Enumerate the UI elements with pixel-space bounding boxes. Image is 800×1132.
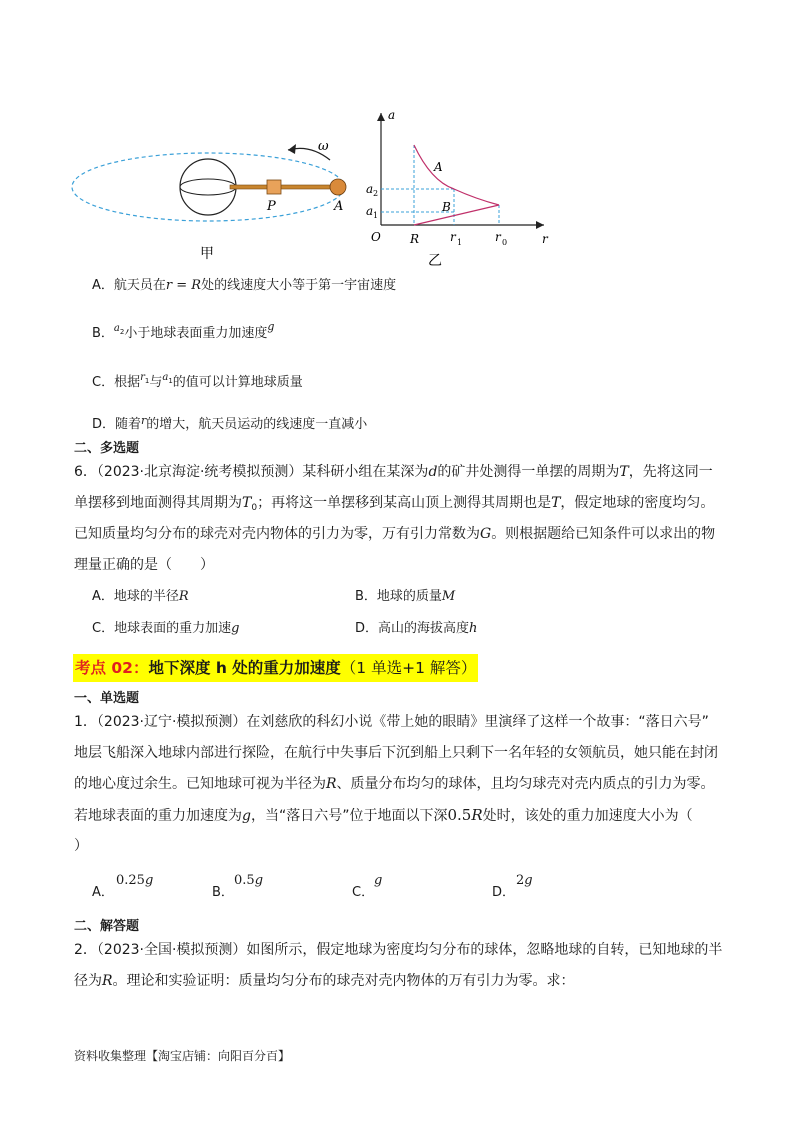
svg-text:1: 1: [373, 211, 379, 220]
section-single-choice: 一、单选题: [74, 691, 140, 706]
label-omega: ω: [318, 139, 329, 154]
svg-text:2: 2: [373, 189, 379, 198]
svg-text:A: A: [434, 160, 443, 174]
q6-option-d: D．高山的海拔高度h: [355, 621, 478, 636]
svg-text:O: O: [371, 230, 381, 244]
figure-yi: [366, 105, 556, 275]
label-p: P: [267, 199, 276, 214]
footer-text: 资料收集整理【淘宝店铺：向阳百分百】: [74, 1049, 291, 1063]
svg-text:a: a: [388, 108, 396, 122]
svg-text:R: R: [410, 232, 420, 246]
svg-text:a: a: [366, 182, 374, 196]
section-multi-choice: 二、多选题: [74, 441, 140, 456]
option-a: A．航天员在r = R处的线速度大小等于第一宇宙速度: [92, 278, 397, 293]
option-d: D．随着$^r$的增大，航天员运动的线速度一直减小: [92, 414, 368, 432]
question-6: 6．（2023·北京海淀·统考模拟预测）某科研小组在某深为d的矿井处测得一单摆的周期为T，先将这同一 单摆移到地面测得其周期为$T_0$；再将这一单摆移到某高山顶上测得其周期也是T，假定地球的密度均匀。 已知质量均匀分布的球壳对壳内物体的引力为零，万有引力常数为G。则根据题给已知条件可以求出的物 理量正确的是（ ）: [74, 464, 716, 573]
q1-option-c: C． g: [352, 873, 383, 900]
svg-text:r: r: [495, 230, 501, 244]
q6-option-a: A．地球的半径R: [92, 589, 189, 604]
satellite-a: [330, 179, 346, 195]
figure-jia: [60, 130, 360, 270]
omega-arrowhead: [288, 144, 296, 154]
earth-circle: [180, 159, 236, 215]
cabin-p: [267, 180, 281, 194]
rod: [230, 185, 334, 189]
svg-text:r: r: [542, 232, 548, 246]
q6-option-c: C．地球表面的重力加速g: [92, 621, 240, 636]
svg-text:r: r: [450, 230, 456, 244]
option-c: C．根据$^{r1}$与$^{a1}$的值可以计算地球质量: [92, 372, 303, 390]
q1-option-d: D． 2g: [492, 873, 533, 900]
option-b: B．$^{a2}$小于地球表面重力加速度$^g$: [92, 320, 275, 341]
svg-text:0: 0: [502, 238, 508, 247]
svg-text:B: B: [442, 200, 451, 214]
q1-option-b: B． 0.5g: [212, 873, 264, 900]
q6-option-b: B．地球的质量M: [355, 589, 456, 604]
svg-text:1: 1: [457, 238, 463, 247]
section-answer: 二、解答题: [74, 919, 140, 934]
curve-b: [414, 205, 499, 225]
question-2: 2．（2023·全国·模拟预测）如图所示，假定地球为密度均匀分布的球体，忽略地球的自转，已知地球的半 径为R。理论和实验证明：质量均匀分布的球壳对壳内物体的万有引力为零。求：: [74, 942, 723, 989]
svg-text:a: a: [366, 204, 374, 218]
topic-heading: 考点 02：地下深度 h 处的重力加速度（1 单选+1 解答）: [73, 654, 478, 682]
label-a: A: [334, 199, 344, 214]
question-1: 1．（2023·辽宁·模拟预测）在刘慈欣的科幻小说《带上她的眼睛》里演绎了这样一个故事：“落日六号” 地层飞船深入地球内部进行探险，在航行中失事后下沉到船上只剩下一名年轻的女领航员，她只能在封闭 的地心度过余生。已知地球可视为半径为R、质量分布均匀的球体，且均匀球壳对壳内质点的引力为零。 若地球表面的重力加速度为g，当“落日六号”位于地面以下深0.5R处时，该处的重力加速度大小为（ ）: [74, 714, 718, 854]
curve-a: [414, 145, 499, 205]
caption-jia: 甲: [200, 246, 214, 262]
caption-yi: 乙: [428, 253, 442, 269]
q1-option-a: A． 0.25g: [92, 873, 154, 900]
